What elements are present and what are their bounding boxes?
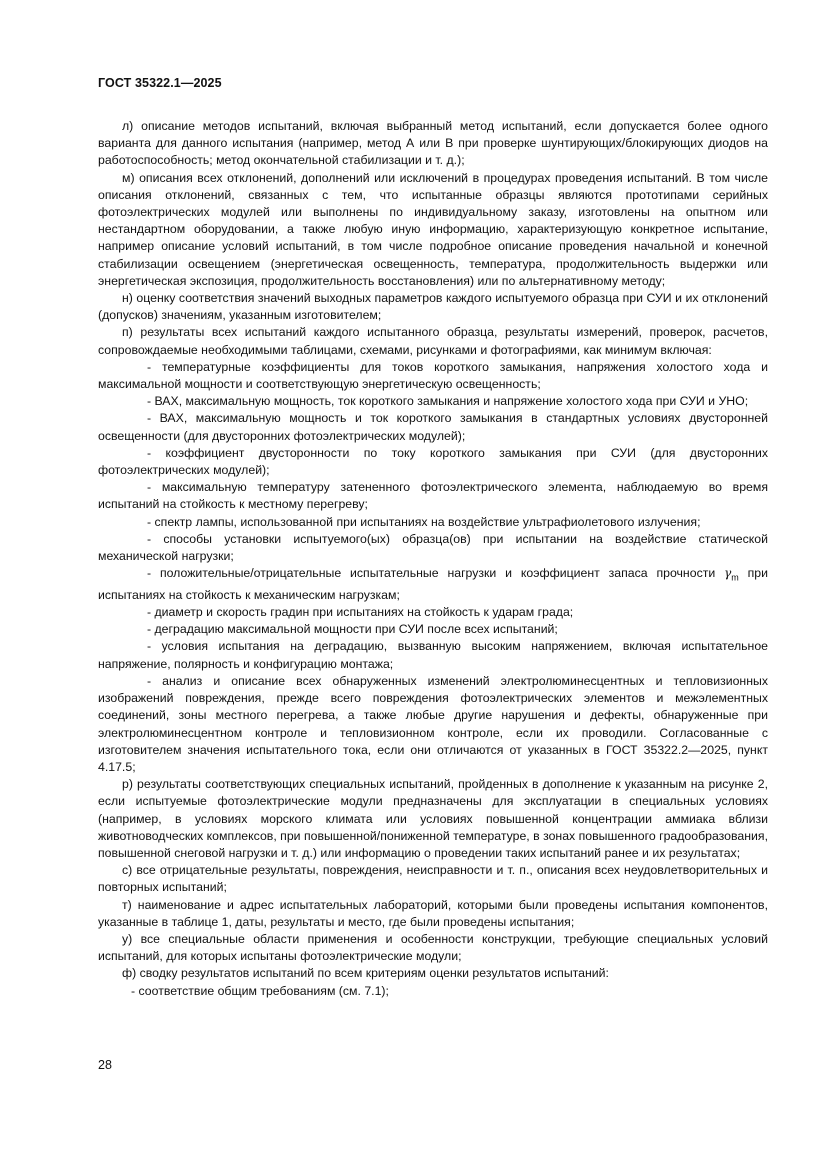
list-item: т) наименование и адрес испытательных лабораторий, которыми были проведены испытания компонентов, указанные в таблице 1, даты, результаты и место, где были проведены испытания;	[98, 897, 768, 929]
list-item: с) все отрицательные результаты, повреждения, неисправности и т. п., описания всех неудовлетворительных и повторных испытаний;	[98, 863, 768, 895]
dash-list-item: - ВАХ, максимальную мощность, ток короткого замыкания и напряжение холостого хода при СУИ и УНО;	[147, 394, 749, 409]
dash-list-item: - спектр лампы, использованной при испытаниях на воздействие ультрафиолетового излучения;	[147, 514, 701, 529]
list-item: л) описание методов испытаний, включая выбранный метод испытаний, если допускается более одного варианта для данного испытания (например, метод А или В при проверке шунтирующих/блокирующих диодов на работоспособность; метод окончательной стабилизации и т. д.);	[98, 119, 768, 168]
page-header: ГОСТ 35322.1—2025	[98, 76, 222, 90]
gamma-symbol	[724, 566, 739, 583]
list-item: м) описания всех отклонений, дополнений или исключений в процедурах проведения испытаний. В том числе описания отклонений, связанных с тем, что испытанные образцы являются прототипами серийных фотоэлектрических модулей или выполнены по индивидуальному заказу, изготовлены на опытном или нестандартном оборудовании, а также любую иную информацию, характеризующую конкретное испытание, например описание условий испытаний, в том числе подробное описание проведения начальной и конечной стабилизации освещением (энергетическая освещенность, температура, продолжительность выдержки или энергетическая экспозиция, продолжительность восстановления) или по альтернативному методу;	[98, 170, 768, 288]
gamma-subscript: m	[731, 572, 739, 583]
dash-list-item: - соответствие общим требованиям (см. 7.1);	[131, 983, 389, 998]
dash-list-item: - условия испытания на деградацию, вызванную высоким напряжением, включая испытательное напряжение, полярность и конфигурацию монтажа;	[98, 639, 768, 671]
dash-list-item	[98, 565, 768, 604]
dash-list-item: - коэффициент двусторонности по току короткого замыкания при СУИ (для двусторонних фотоэлектрических модулей);	[98, 445, 768, 478]
list-item: ф) сводку результатов испытаний по всем критериям оценки результатов испытаний:	[122, 966, 609, 981]
dash-list-item-tail: при испытаниях на стойкость к механическим нагрузкам;	[98, 566, 768, 602]
dash-list-item: - диаметр и скорость градин при испытаниях на стойкость к ударам града;	[147, 605, 574, 620]
dash-list-item: - ВАХ, максимальную мощность и ток короткого замыкания в стандартных условиях двусторонней освещенности (для двусторонних фотоэлектрических модулей);	[98, 411, 768, 443]
dash-list-item: - способы установки испытуемого(ых) образца(ов) при испытании на воздействие статической механической нагрузки;	[98, 531, 768, 564]
gamma-letter: γ	[724, 566, 732, 581]
list-item: р) результаты соответствующих специальных испытаний, пройденных в дополнение к указанным на рисунке 2, если испытуемые фотоэлектрические модули предназначены для эксплуатации в специальных условиях (например, в условиях морского климата или условиях повышенной концентрации аммиака вблизи животноводческих комплексов, при повышенной/пониженной температуре, в зонах повышенного градообразования, повышенной снеговой нагрузки и т. д.) или информацию о проведении таких испытаний ранее и их результатах;	[98, 777, 768, 860]
list-item: у) все специальные области применения и особенности конструкции, требующие специальных условий испытаний, для которых испытаны фотоэлектрические модули;	[98, 931, 768, 964]
dash-list-item: - температурные коэффициенты для токов короткого замыкания, напряжения холостого хода и максимальной мощности и соответствующую энергетическую освещенность;	[98, 359, 768, 392]
list-item: н) оценку соответствия значений выходных параметров каждого испытуемого образца при СУИ и их отклонений (допусков) значениям, указанным изготовителем;	[98, 291, 768, 323]
dash-list-item: - анализ и описание всех обнаруженных изменений электролюминесцентных и тепловизионных изображений повреждения, прежде всего повреждения фотоэлектрических элементов и межэлементных соединений, зоны местного перегрева, а также любые другие нарушения и дефекты, обнаруженные при электролюминесцентном контроле и тепловизионном контроле, если их проводили. Согласованные с изготовителем значения испытательного тока, если они отличаются от указанных в ГОСТ 35322.2—2025, пункт 4.17.5;	[98, 673, 768, 774]
dash-list-item: - деградацию максимальной мощности при СУИ после всех испытаний;	[147, 622, 558, 637]
dash-list-item: - максимальную температуру затененного фотоэлектрического элемента, наблюдаемую во время испытаний на стойкость к местному перегреву;	[98, 480, 768, 512]
document-body	[98, 118, 768, 1000]
dash-list-item-text: - положительные/отрицательные испытательные нагрузки и коэффициент запаса прочности	[147, 566, 716, 581]
list-item: п) результаты всех испытаний каждого испытанного образца, результаты измерений, проверок, расчетов, сопровождаемые необходимыми таблицами, схемами, рисунками и фотографиями, как минимум включая:	[98, 325, 768, 357]
page-number: 28	[98, 1058, 112, 1072]
